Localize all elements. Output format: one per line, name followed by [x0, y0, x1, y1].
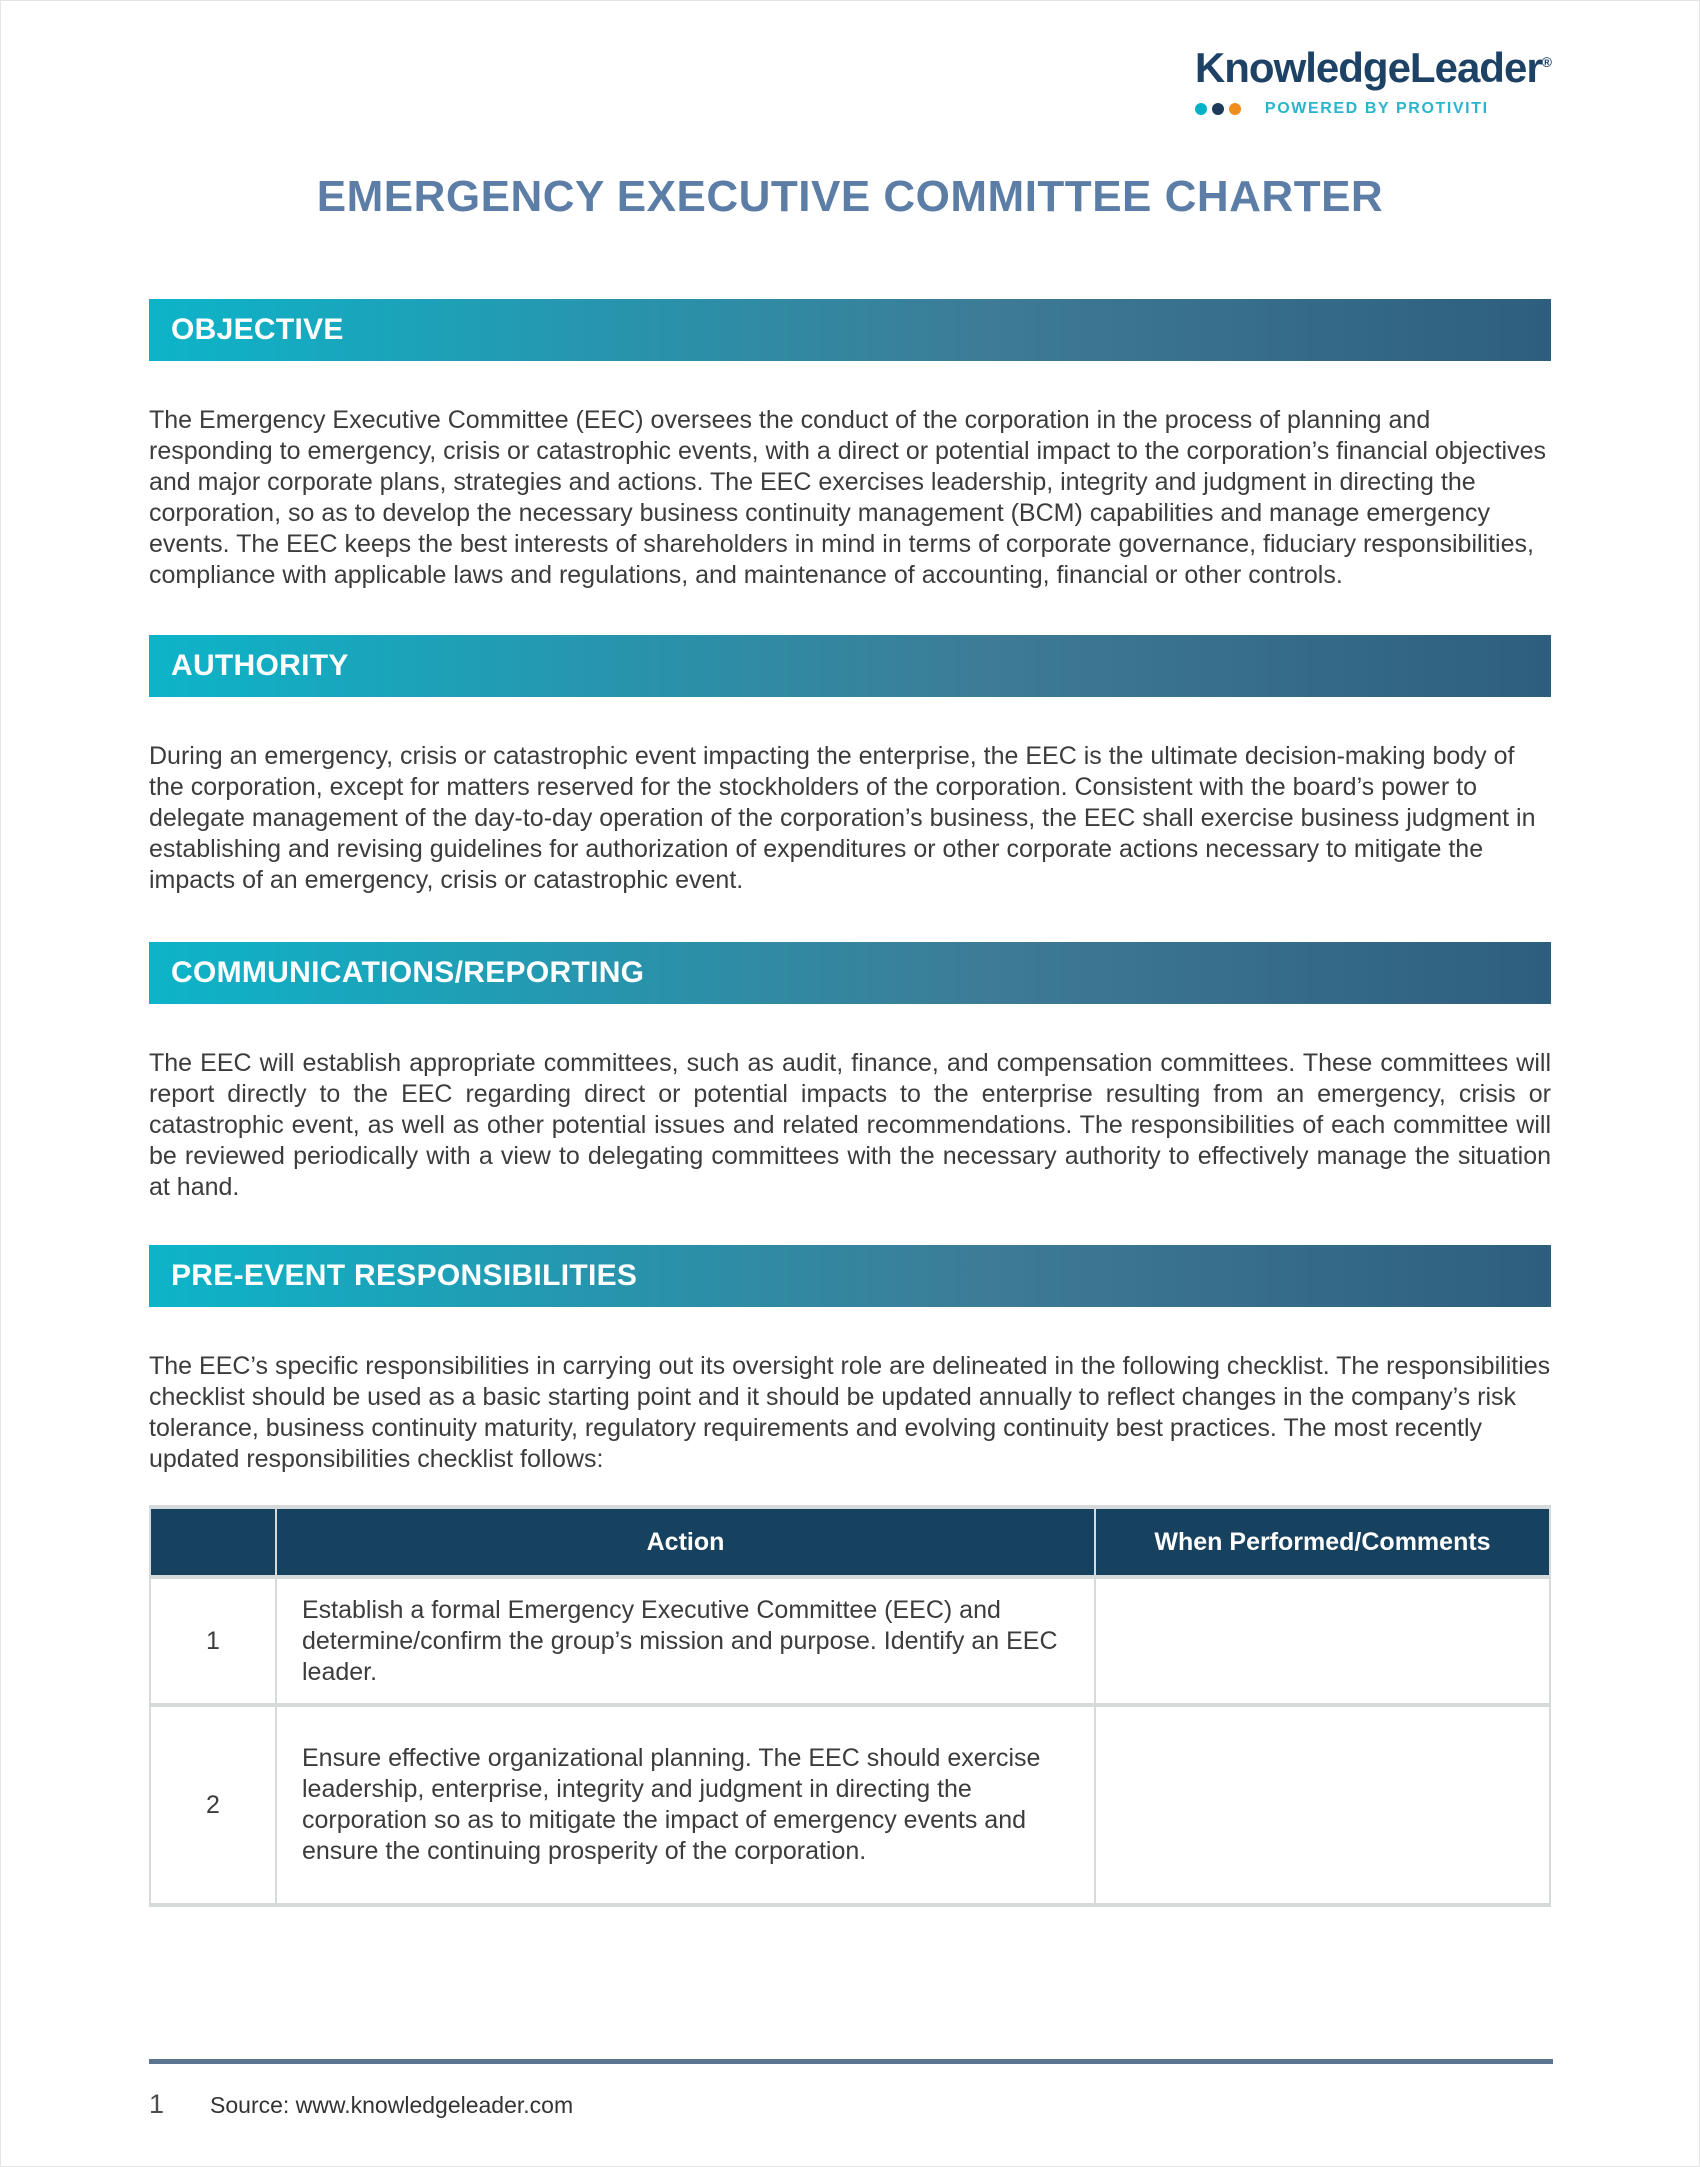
brand-dot-teal-icon: [1195, 103, 1207, 115]
comments-cell: [1095, 1577, 1550, 1705]
section-body-objective: The Emergency Executive Committee (EEC) oversees the conduct of the corporation in the process of planning and responding to emergency, crisis or catastrophic events, with a direct or potential impact to the corporation’s financial objectives and major corporate plans, strategies and actions. The EEC exercises leadership, integrity and judgment in directing the corporation, so as to develop the necessary business continuity management (BCM) capabilities and manage emergency events. The EEC keeps the best interests of shareholders in mind in terms of corporate governance, fiduciary responsibilities, compliance with applicable laws and regulations, and maintenance of accounting, financial or other controls.: [149, 406, 1546, 589]
responsibilities-table: [149, 1505, 1551, 1907]
section-body-authority: During an emergency, crisis or catastrophic event impacting the enterprise, the EEC is the ultimate decision-making body of the corporation, except for matters reserved for the stockholders of the corporation. Consistent with the board’s power to delegate management of the day-to-day operation of the corporation’s business, the EEC shall exercise business judgment in establishing and revising guidelines for authorization of expenditures or other corporate actions necessary to mitigate the impacts of an emergency, crisis or catastrophic event.: [149, 742, 1536, 894]
logo-wordmark-text: KnowledgeLeader: [1194, 44, 1542, 91]
section-body-pre-event-responsibilities: The EEC’s specific responsibilities in carrying out its oversight role are delineated in the following checklist. The responsibilities checklist should be used as a basic starting point and it should be updated annually to reflect changes in the company’s risk tolerance, business continuity maturity, regulatory requirements and evolving continuity best practices. The most recently updated responsibilities checklist follows:: [149, 1352, 1551, 1473]
brand-dot-navy-icon: [1212, 103, 1224, 115]
table-header-number: [150, 1507, 276, 1577]
logo-tagline-row: [1195, 100, 1489, 118]
section-heading-label: COMMUNICATIONS/REPORTING: [171, 956, 645, 989]
section-heading-label: PRE-EVENT RESPONSIBILITIES: [171, 1259, 638, 1292]
footnote-number: 1: [149, 2089, 165, 2119]
logo-dots: [1195, 103, 1241, 115]
knowledgeleader-logo: [1195, 45, 1551, 118]
row-number-cell: 1: [150, 1577, 276, 1705]
comments-cell: [1095, 1705, 1550, 1905]
section-header-pre-event-responsibilities: [149, 1245, 1551, 1307]
table-row: [150, 1705, 1550, 1905]
section-header-communications-reporting: [149, 942, 1551, 1004]
section-header-objective: [149, 299, 1551, 361]
table-header-action: Action: [276, 1507, 1095, 1577]
footnote-source: Source: www.knowledgeleader.com: [210, 2092, 574, 2118]
logo-wordmark: [1195, 45, 1551, 91]
section-heading-label: AUTHORITY: [171, 649, 349, 682]
action-cell: Establish a formal Emergency Executive Committee (EEC) and determine/confirm the group’s mission and purpose. Identify an EEC leader.: [276, 1577, 1095, 1705]
section-header-authority: [149, 635, 1551, 697]
table-header-row: [150, 1507, 1550, 1577]
section-heading-label: OBJECTIVE: [171, 313, 344, 346]
document-title: EMERGENCY EXECUTIVE COMMITTEE CHARTER: [316, 172, 1384, 221]
table-row: [150, 1577, 1550, 1705]
registered-trademark-icon: ®: [1541, 54, 1551, 70]
table-header-comments: When Performed/Comments: [1095, 1507, 1550, 1577]
section-body-communications-reporting: The EEC will establish appropriate committees, such as audit, finance, and compensation committees. These committees will report directly to the EEC regarding direct or potential impacts to the enterprise resulting from an emergency, crisis or catastrophic event, as well as other potential issues and related recommendations. The responsibilities of each committee will be reviewed periodically with a view to delegating committees with the necessary authority to effectively manage the situation at hand.: [149, 1049, 1551, 1201]
logo-tagline: POWERED BY PROTIVITI: [1264, 100, 1489, 118]
action-cell: Ensure effective organizational planning. The EEC should exercise leadership, enterprise, integrity and judgment in directing the corporation so as to mitigate the impact of emergency events and ensure the continuing prosperity of the corporation.: [276, 1705, 1095, 1905]
row-number-cell: 2: [150, 1705, 276, 1905]
page-footer: [149, 2059, 1553, 2120]
brand-dot-orange-icon: [1229, 103, 1241, 115]
